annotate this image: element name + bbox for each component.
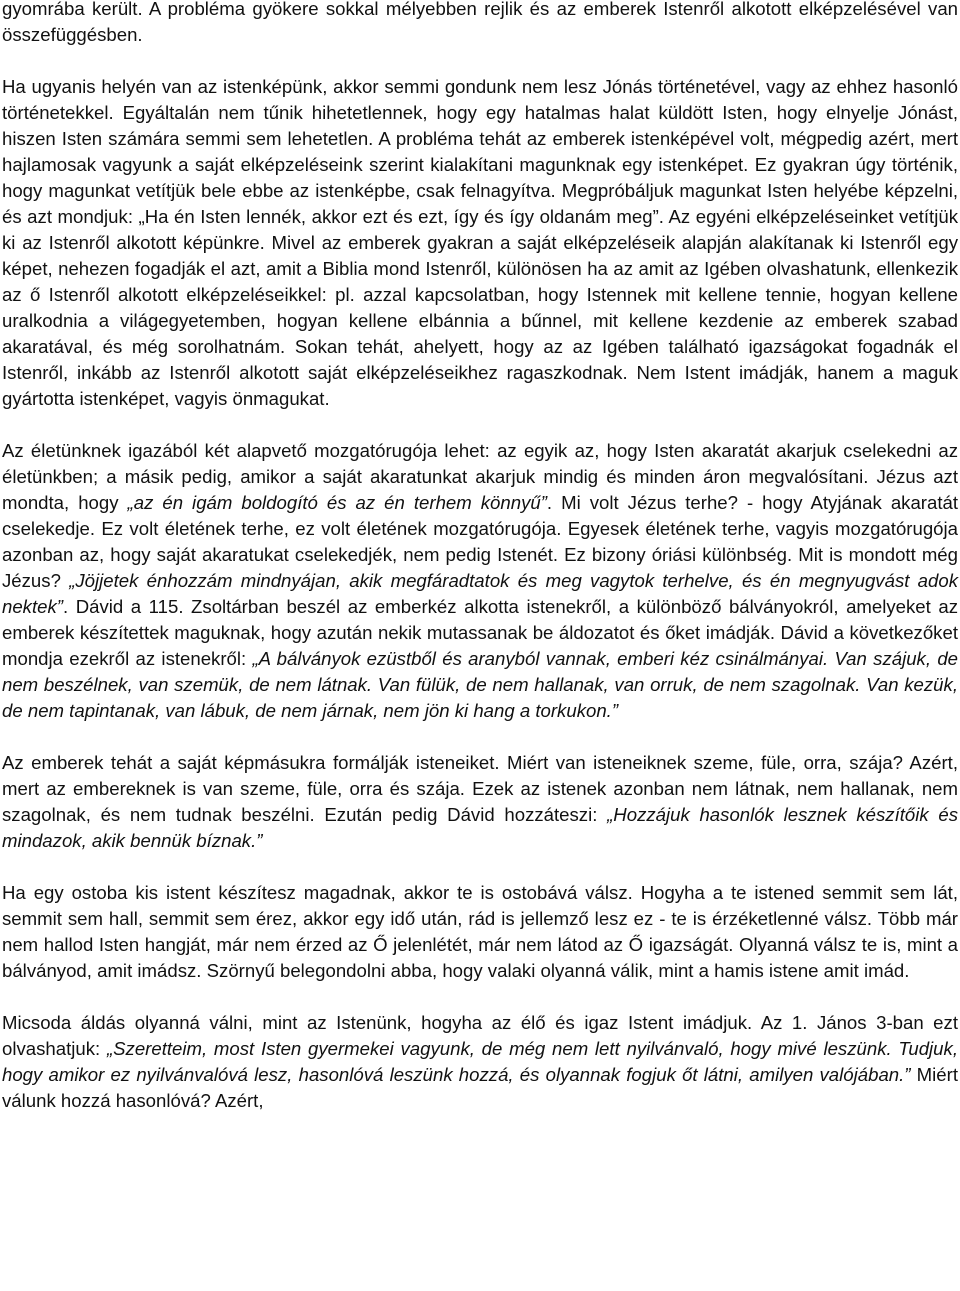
text-run: Ha egy ostoba kis istent készítesz magadnak, akkor te is ostobává válsz. Hogyha a te istened semmit sem lát, semmit sem hall, semmit sem érez, akkor egy idő után, rád is jellemző lesz ez - te is érzéketlenné válsz. Több már nem hallod Isten hangját, már nem érzed az Ő jelenlétét, már nem látod az Ő igazságát. Olyanná válsz te is, mint a bálványod, amit imádsz. Szörnyű belegondolni abba, hogy valaki olyanná válik, mint a hamis istene amit imád. (2, 882, 958, 981)
quote-run: „az én igám boldogító és az én terhem könnyű” (127, 492, 547, 513)
text-run: Miért válunk hozzá hasonlóvá? Azért, (2, 1064, 959, 1111)
document-body (2, 0, 958, 1114)
text-run: gyomrába került. A probléma gyökere sokkal mélyebben rejlik és az emberek Istenről alkotott elképzelésével van összefüggésben. (2, 0, 958, 45)
quote-run: „Szeretteim, most Isten gyermekei vagyunk, de még nem lett nyilvánvaló, hogy mivé leszünk. Tudjuk, hogy amikor ez nyilvánvalóvá lesz, hasonlóvá leszünk hozzá, és olyannak fogjuk őt látni, amilyen valójában.” (2, 1038, 958, 1085)
text-run: . Mi volt Jézus terhe? - hogy Atyjának akaratát cselekedje. Ez volt életének terhe, ez volt életének mozgatórugója. Egyesek életének terhe, vagyis mozgatórugója azonban az, hogy saját akaratukat cselekedjék, nem pedig Istenét. Ez bizony óriási különbség. Mit is mondott még Jézus? (2, 492, 958, 591)
text-run: . Dávid a 115. Zsoltárban beszél az emberkéz alkotta istenekről, a különböző bálványokról, amelyeket az emberek készítettek maguknak, hogy azután nekik mutassanak be áldozatot és őket imádják. Dávid a következőket mondja ezekről az istenekről: (2, 596, 958, 669)
paragraph-1 (2, 0, 958, 48)
text-run: Micsoda áldás olyanná válni, mint az Istenünk, hogyha az élő és igaz Istent imádjuk. Az 1. János 3-ban ezt olvashatjuk: (2, 1012, 958, 1059)
paragraph-2 (2, 74, 958, 412)
quote-run: „Hozzájuk hasonlók lesznek készítőik és mindazok, akik bennük bíznak.” (2, 804, 958, 851)
text-run: Az emberek tehát a saját képmásukra formálják isteneiket. Miért van isteneiknek szeme, füle, orra, szája? Azért, mert az embereknek is van szeme, füle, orra és szája. Ezek az istenek azonban nem látnak, nem hallanak, nem szagolnak, és nem tudnak beszélni. Ezután pedig Dávid hozzáteszi: (2, 752, 958, 825)
quote-run: „A bálványok ezüstből és aranyból vannak, emberi kéz csinálmányai. Van szájuk, de nem beszélnek, van szemük, de nem látnak. Van fülük, de nem hallanak, van orruk, de nem szagolnak. Van kezük, de nem tapintanak, van lábuk, de nem járnak, nem jön ki hang a torkukon.” (2, 648, 958, 721)
quote-run: „Jöjjetek énhozzám mindnyájan, akik megfáradtatok és meg vagytok terhelve, és én megnyugvást adok nektek” (2, 570, 958, 617)
paragraph-4 (2, 750, 958, 854)
paragraph-3 (2, 438, 958, 724)
text-run: Ha ugyanis helyén van az istenképünk, akkor semmi gondunk nem lesz Jónás történetével, vagy az ehhez hasonló történetekkel. Egyáltalán nem tűnik hihetetlennek, hogy egy hatalmas halat küldött Isten, hogy elnyelje Jónást, hiszen Isten számára semmi sem lehetetlen. A probléma tehát az emberek istenképével volt, mégpedig azért, mert hajlamosak vagyunk a saját elképzeléseink szerint kialakítani magunknak egy istenképet. Ez gyakran úgy történik, hogy magunkat vetítjük bele ebbe az istenképbe, csak felnagyítva. Megpróbáljuk magunkat Isten helyébe képzelni, és azt mondjuk: „Ha én Isten lennék, akkor ezt és ezt, így és így oldanám meg”. Az egyéni elképzeléseinket vetítjük ki az Istenről alkotott képünkre. Mivel az emberek gyakran a saját elképzeléseik alapján alakítanak ki Istenről egy képet, nehezen fogadják el azt, amit a Biblia mond Istenről, különösen ha az amit az Igében olvashatunk, ellenkezik az ő Istenről alkotott elképzeléseikkel: pl. azzal kapcsolatban, hogy Istennek mit kellene tennie, hogyan kellene uralkodnia a világegyetemben, hogyan kellene elbánnia a bűnnel, mit kellene kezdenie az emberek szabad akaratával, és még sorolhatnám. Sokan tehát, ahelyett, hogy az az Igében található igazságokat fogadnák el Istenről, inkább az Istenről alkotott saját elképzeléseikhez ragaszkodnak. Nem Istent imádják, hanem a maguk gyártotta istenképet, vagyis önmagukat. (2, 76, 958, 409)
text-run: Az életünknek igazából két alapvető mozgatórugója lehet: az egyik az, hogy Isten akaratát akarjuk cselekedni az életünkben; a másik pedig, amikor a saját akaratunkat akarjuk mindig és minden áron megvalósítani. Jézus azt mondta, hogy (2, 440, 958, 513)
paragraph-6 (2, 1010, 958, 1114)
paragraph-5 (2, 880, 958, 984)
